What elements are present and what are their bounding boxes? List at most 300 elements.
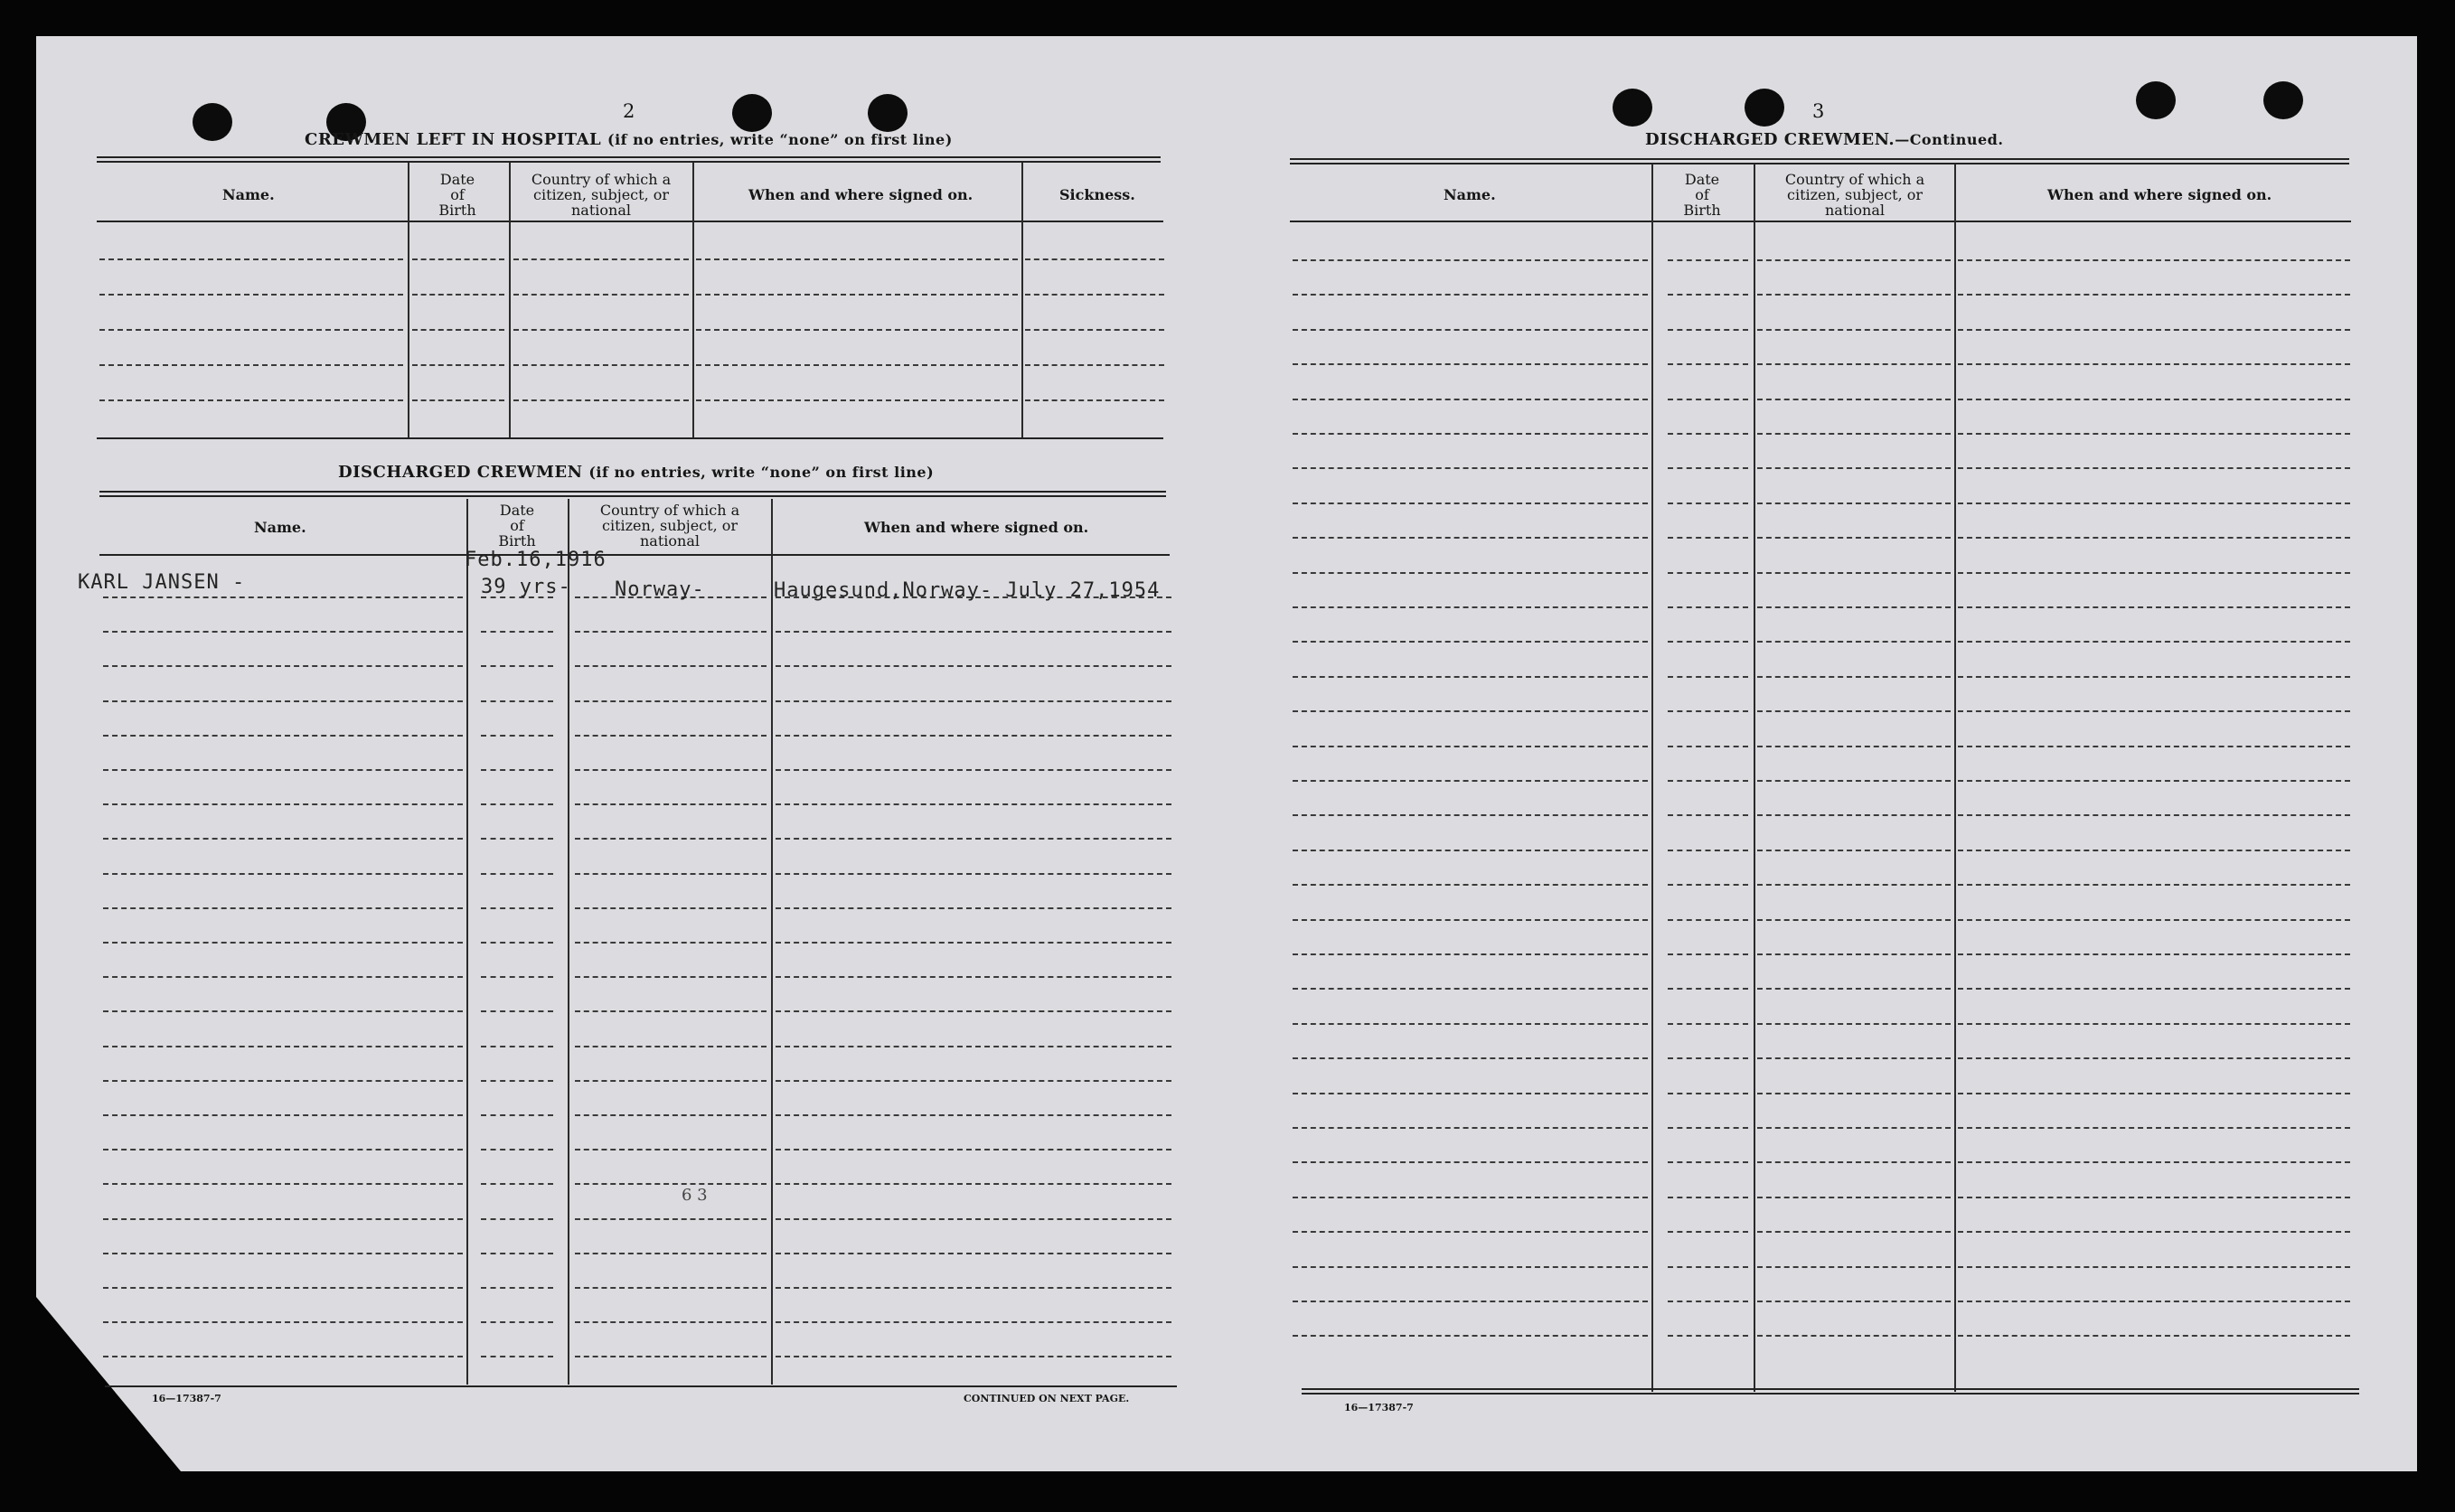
- ruled-line: [1293, 746, 1648, 747]
- ruled-line: [776, 631, 1171, 633]
- ruled-line: [481, 1253, 553, 1254]
- ruled-line: [1293, 329, 1648, 331]
- ruled-line: [1293, 1197, 1648, 1198]
- ruled-line: [481, 1287, 553, 1289]
- ruled-line: [1757, 850, 1951, 851]
- ruled-line: [99, 329, 403, 331]
- ruled-line: [1293, 953, 1648, 955]
- ruled-line: [103, 1149, 463, 1150]
- entry-country: Norway-: [615, 578, 705, 601]
- page-number-right: 3: [1812, 100, 1825, 122]
- ruled-line: [103, 1253, 463, 1254]
- ruled-line: [575, 873, 767, 875]
- ruled-line: [1293, 1266, 1648, 1268]
- ruled-line: [1958, 641, 2350, 643]
- ruled-line: [575, 1321, 767, 1323]
- ruled-line: [103, 1080, 463, 1082]
- discharged-col-divider: [568, 499, 569, 1385]
- ruled-line: [1757, 780, 1951, 782]
- ruled-line: [1958, 363, 2350, 365]
- hospital-col-divider: [692, 163, 694, 437]
- punch-hole: [1613, 89, 1652, 127]
- ruled-line: [1668, 988, 1748, 990]
- discharged-header-rule: [99, 554, 1170, 556]
- ruled-line: [1668, 606, 1748, 608]
- entry-age: 39 yrs-: [481, 576, 571, 598]
- ruled-line: [1958, 919, 2350, 921]
- ruled-line: [1293, 1023, 1648, 1025]
- ruled-line: [103, 1321, 463, 1323]
- ruled-line: [575, 838, 767, 840]
- ruled-line: [513, 294, 689, 296]
- ruled-line: [776, 1149, 1171, 1150]
- ruled-line: [412, 329, 504, 331]
- ruled-line: [1958, 1197, 2350, 1198]
- ruled-line: [103, 596, 463, 598]
- ruled-line: [1757, 572, 1951, 574]
- right-top-rule: [1290, 158, 2349, 164]
- hospital-col-signed: When and where signed on.: [748, 186, 974, 203]
- ruled-line: [1757, 676, 1951, 678]
- ruled-line: [575, 1287, 767, 1289]
- ruled-line: [1958, 502, 2350, 504]
- ruled-line: [1958, 953, 2350, 955]
- hospital-col-sickness: Sickness.: [1059, 186, 1135, 203]
- ruled-line: [1025, 364, 1164, 366]
- ruled-line: [575, 1253, 767, 1254]
- ruled-line: [1293, 1057, 1648, 1059]
- ruled-line: [1958, 1161, 2350, 1163]
- ruled-line: [1757, 746, 1951, 747]
- ruled-line: [1293, 502, 1648, 504]
- ruled-line: [513, 399, 689, 401]
- page-number-left: 2: [623, 100, 635, 122]
- ruled-line: [1668, 710, 1748, 712]
- ruled-line: [1757, 433, 1951, 435]
- ruled-line: [1757, 363, 1951, 365]
- ruled-line: [1757, 988, 1951, 990]
- ruled-line: [103, 1010, 463, 1012]
- ruled-line: [1757, 710, 1951, 712]
- ruled-line: [575, 907, 767, 909]
- ruled-line: [1958, 1301, 2350, 1302]
- hospital-col-divider: [1021, 163, 1023, 437]
- ruled-line: [1668, 641, 1748, 643]
- ruled-line: [1757, 919, 1951, 921]
- ruled-line: [1958, 606, 2350, 608]
- right-col-divider: [1754, 164, 1755, 1392]
- hospital-section-title: [305, 130, 953, 149]
- ruled-line: [575, 1218, 767, 1220]
- discharged-title-text: DISCHARGED CREWMEN: [338, 463, 583, 482]
- ruled-line: [575, 1010, 767, 1012]
- ruled-line: [1025, 258, 1164, 260]
- ruled-line: [103, 976, 463, 978]
- hospital-bottom-rule: [97, 437, 1163, 439]
- ruled-line: [575, 1046, 767, 1047]
- right-col-name: Name.: [1444, 186, 1496, 203]
- ruled-line: [1293, 294, 1648, 296]
- ruled-line: [1668, 814, 1748, 816]
- ruled-line: [1757, 606, 1951, 608]
- ruled-line: [1293, 884, 1648, 886]
- ruled-line: [776, 803, 1171, 805]
- hospital-header-rule: [97, 221, 1163, 222]
- ruled-line: [1025, 329, 1164, 331]
- right-header-rule: [1290, 221, 2351, 222]
- ruled-line: [481, 1080, 553, 1082]
- ruled-line: [103, 907, 463, 909]
- ruled-line: [1958, 1231, 2350, 1233]
- punch-hole: [2263, 81, 2303, 119]
- ruled-line: [1958, 1057, 2350, 1059]
- ruled-line: [575, 1114, 767, 1116]
- ruled-line: [481, 631, 553, 633]
- ruled-line: [1293, 467, 1648, 469]
- ruled-line: [481, 700, 553, 702]
- ruled-line: [99, 258, 403, 260]
- ruled-line: [1958, 537, 2350, 539]
- ruled-line: [103, 1114, 463, 1116]
- ruled-line: [1293, 850, 1648, 851]
- ruled-line: [481, 907, 553, 909]
- ruled-line: [575, 976, 767, 978]
- ruled-line: [1293, 363, 1648, 365]
- discharged-col-name: Name.: [254, 519, 306, 536]
- ruled-line: [1668, 502, 1748, 504]
- discharged-section-title: [338, 463, 934, 482]
- ruled-line: [1668, 884, 1748, 886]
- ruled-line: [1757, 259, 1951, 261]
- ruled-line: [776, 700, 1171, 702]
- ruled-line: [1757, 1127, 1951, 1129]
- ruled-line: [412, 258, 504, 260]
- discharged-col-divider: [771, 499, 773, 1385]
- ruled-line: [1025, 294, 1164, 296]
- ruled-line: [1668, 953, 1748, 955]
- ruled-line: [481, 735, 553, 737]
- ruled-line: [1668, 1231, 1748, 1233]
- ruled-line: [1293, 919, 1648, 921]
- discharged-bottom-rule: [105, 1385, 1177, 1387]
- stray-mark: 6 3: [682, 1186, 708, 1205]
- ruled-line: [513, 329, 689, 331]
- ruled-line: [776, 735, 1171, 737]
- discharged-title-note: (if no entries, write “none” on first line): [588, 464, 935, 481]
- ruled-line: [1958, 988, 2350, 990]
- ruled-line: [1757, 1023, 1951, 1025]
- right-col-country: Country of which a citizen, subject, or national: [1784, 171, 1925, 219]
- ruled-line: [1958, 294, 2350, 296]
- ruled-line: [1958, 746, 2350, 747]
- ruled-line: [103, 1046, 463, 1047]
- punch-hole: [2136, 81, 2176, 119]
- ruled-line: [1668, 467, 1748, 469]
- ruled-line: [103, 735, 463, 737]
- ruled-line: [412, 294, 504, 296]
- ruled-line: [776, 1321, 1171, 1323]
- ruled-line: [1958, 780, 2350, 782]
- ruled-line: [481, 769, 553, 771]
- ruled-line: [481, 803, 553, 805]
- ruled-line: [412, 364, 504, 366]
- entry-dob: Feb.16,1916: [465, 549, 607, 571]
- hospital-col-divider: [509, 163, 511, 437]
- ruled-line: [1958, 1335, 2350, 1337]
- ruled-line: [575, 665, 767, 667]
- discharged-col-signed: When and where signed on.: [864, 519, 1089, 536]
- ruled-line: [103, 803, 463, 805]
- document-sheet: [36, 36, 2417, 1471]
- hospital-col-name: Name.: [222, 186, 275, 203]
- right-bottom-rule: [1302, 1388, 2359, 1395]
- ruled-line: [575, 1183, 767, 1185]
- ruled-line: [1668, 294, 1748, 296]
- ruled-line: [1293, 433, 1648, 435]
- ruled-line: [481, 1218, 553, 1220]
- ruled-line: [1958, 1023, 2350, 1025]
- entry-signed-on: Haugesund,Norway- July 27,1954: [774, 579, 1161, 602]
- right-col-dob: Date of Birth: [1683, 171, 1721, 219]
- right-section-title: [1645, 130, 2003, 149]
- ruled-line: [1668, 1301, 1748, 1302]
- ruled-line: [513, 258, 689, 260]
- ruled-line: [1293, 1093, 1648, 1094]
- ruled-line: [103, 1356, 463, 1357]
- ruled-line: [481, 1321, 553, 1323]
- hospital-col-country: Country of which a citizen, subject, or national: [531, 171, 672, 219]
- ruled-line: [1757, 1197, 1951, 1198]
- ruled-line: [776, 1183, 1171, 1185]
- right-col-signed: When and where signed on.: [2047, 186, 2272, 203]
- ruled-line: [575, 735, 767, 737]
- ruled-line: [1958, 710, 2350, 712]
- ruled-line: [1668, 433, 1748, 435]
- ruled-line: [103, 942, 463, 944]
- ruled-line: [1757, 502, 1951, 504]
- form-number-left: 16—17387-7: [152, 1393, 221, 1404]
- ruled-line: [1293, 676, 1648, 678]
- ruled-line: [103, 838, 463, 840]
- ruled-line: [696, 364, 1018, 366]
- ruled-line: [1668, 1057, 1748, 1059]
- form-number-right: 16—17387-7: [1344, 1402, 1414, 1413]
- ruled-line: [1958, 1127, 2350, 1129]
- ruled-line: [1293, 606, 1648, 608]
- ruled-line: [412, 399, 504, 401]
- ruled-line: [696, 329, 1018, 331]
- ruled-line: [1757, 329, 1951, 331]
- ruled-line: [1958, 814, 2350, 816]
- ruled-line: [575, 700, 767, 702]
- ruled-line: [1293, 1161, 1648, 1163]
- ruled-line: [481, 1010, 553, 1012]
- ruled-line: [1293, 988, 1648, 990]
- ruled-line: [776, 1046, 1171, 1047]
- punch-hole: [732, 94, 772, 132]
- entry-name: KARL JANSEN -: [78, 571, 246, 594]
- punch-hole: [193, 103, 232, 141]
- ruled-line: [1293, 1231, 1648, 1233]
- ruled-line: [575, 1080, 767, 1082]
- ruled-line: [1757, 467, 1951, 469]
- ruled-line: [99, 364, 403, 366]
- right-col-divider: [1954, 164, 1956, 1392]
- ruled-line: [99, 294, 403, 296]
- ruled-line: [1293, 1127, 1648, 1129]
- ruled-line: [1668, 1266, 1748, 1268]
- ruled-line: [1757, 1335, 1951, 1337]
- ruled-line: [696, 399, 1018, 401]
- ruled-line: [1668, 1127, 1748, 1129]
- ruled-line: [103, 769, 463, 771]
- ruled-line: [1668, 399, 1748, 400]
- ruled-line: [1293, 1301, 1648, 1302]
- ruled-line: [1757, 953, 1951, 955]
- ruled-line: [1293, 780, 1648, 782]
- discharged-top-rule: [99, 491, 1166, 497]
- discharged-col-divider: [466, 499, 468, 1385]
- ruled-line: [481, 1183, 553, 1185]
- ruled-line: [1668, 572, 1748, 574]
- ruled-line: [1958, 1093, 2350, 1094]
- ruled-line: [1668, 850, 1748, 851]
- discharged-col-country: Country of which a citizen, subject, or national: [599, 502, 740, 549]
- ruled-line: [1668, 1335, 1748, 1337]
- ruled-line: [1958, 329, 2350, 331]
- ruled-line: [481, 976, 553, 978]
- ruled-line: [1958, 1266, 2350, 1268]
- ruled-line: [575, 631, 767, 633]
- ruled-line: [481, 1114, 553, 1116]
- ruled-line: [1668, 537, 1748, 539]
- ruled-line: [1293, 259, 1648, 261]
- ruled-line: [103, 873, 463, 875]
- ruled-line: [1668, 1093, 1748, 1094]
- ruled-line: [103, 665, 463, 667]
- ruled-line: [1757, 884, 1951, 886]
- hospital-title-text: CREWMEN LEFT IN HOSPITAL: [305, 130, 602, 149]
- hospital-col-divider: [408, 163, 409, 437]
- ruled-line: [776, 1114, 1171, 1116]
- ruled-line: [99, 399, 403, 401]
- ruled-line: [1293, 1335, 1648, 1337]
- ruled-line: [1757, 399, 1951, 400]
- right-title-text: DISCHARGED CREWMEN.: [1645, 130, 1895, 149]
- ruled-line: [776, 1218, 1171, 1220]
- ruled-line: [696, 294, 1018, 296]
- ruled-line: [481, 838, 553, 840]
- ruled-line: [776, 769, 1171, 771]
- ruled-line: [1668, 1197, 1748, 1198]
- ruled-line: [1958, 884, 2350, 886]
- hospital-top-rule: [97, 156, 1161, 163]
- ruled-line: [776, 942, 1171, 944]
- discharged-col-dob: Date of Birth: [498, 502, 536, 549]
- ruled-line: [1293, 399, 1648, 400]
- ruled-line: [575, 1356, 767, 1357]
- ruled-line: [1668, 676, 1748, 678]
- continued-note: CONTINUED ON NEXT PAGE.: [964, 1393, 1130, 1404]
- ruled-line: [1757, 1057, 1951, 1059]
- ruled-line: [1757, 814, 1951, 816]
- ruled-line: [1757, 1231, 1951, 1233]
- ruled-line: [481, 942, 553, 944]
- ruled-line: [103, 1218, 463, 1220]
- punch-hole: [1745, 89, 1784, 127]
- ruled-line: [575, 769, 767, 771]
- ruled-line: [1668, 1161, 1748, 1163]
- ruled-line: [1958, 850, 2350, 851]
- ruled-line: [1958, 399, 2350, 400]
- ruled-line: [1757, 294, 1951, 296]
- right-col-divider: [1651, 164, 1653, 1392]
- hospital-col-dob: Date of Birth: [438, 171, 476, 219]
- hospital-title-note: (if no entries, write “none” on first line): [607, 131, 953, 148]
- ruled-line: [1958, 259, 2350, 261]
- ruled-line: [1668, 919, 1748, 921]
- ruled-line: [481, 665, 553, 667]
- ruled-line: [481, 1046, 553, 1047]
- ruled-line: [776, 1253, 1171, 1254]
- ruled-line: [513, 364, 689, 366]
- ruled-line: [103, 1287, 463, 1289]
- ruled-line: [103, 631, 463, 633]
- right-title-suffix: —Continued.: [1895, 131, 2004, 148]
- ruled-line: [696, 258, 1018, 260]
- ruled-line: [103, 700, 463, 702]
- ruled-line: [481, 1149, 553, 1150]
- ruled-line: [1757, 1093, 1951, 1094]
- ruled-line: [1025, 399, 1164, 401]
- ruled-line: [776, 907, 1171, 909]
- ruled-line: [1668, 363, 1748, 365]
- ruled-line: [1668, 1023, 1748, 1025]
- ruled-line: [1293, 710, 1648, 712]
- ruled-line: [1757, 537, 1951, 539]
- ruled-line: [776, 1287, 1171, 1289]
- ruled-line: [776, 976, 1171, 978]
- ruled-line: [575, 1149, 767, 1150]
- ruled-line: [776, 665, 1171, 667]
- ruled-line: [1668, 746, 1748, 747]
- ruled-line: [1757, 1301, 1951, 1302]
- ruled-line: [776, 838, 1171, 840]
- ruled-line: [103, 1183, 463, 1185]
- ruled-line: [1293, 537, 1648, 539]
- ruled-line: [1293, 814, 1648, 816]
- ruled-line: [1668, 780, 1748, 782]
- ruled-line: [575, 803, 767, 805]
- ruled-line: [1757, 1161, 1951, 1163]
- ruled-line: [1757, 1266, 1951, 1268]
- ruled-line: [776, 1356, 1171, 1357]
- ruled-line: [1958, 572, 2350, 574]
- ruled-line: [481, 1356, 553, 1357]
- ruled-line: [776, 1080, 1171, 1082]
- ruled-line: [1293, 572, 1648, 574]
- ruled-line: [481, 873, 553, 875]
- punch-hole: [868, 94, 908, 132]
- ruled-line: [776, 1010, 1171, 1012]
- ruled-line: [1668, 259, 1748, 261]
- ruled-line: [1958, 676, 2350, 678]
- ruled-line: [776, 873, 1171, 875]
- ruled-line: [1958, 433, 2350, 435]
- ruled-line: [1668, 329, 1748, 331]
- ruled-line: [575, 942, 767, 944]
- ruled-line: [1958, 467, 2350, 469]
